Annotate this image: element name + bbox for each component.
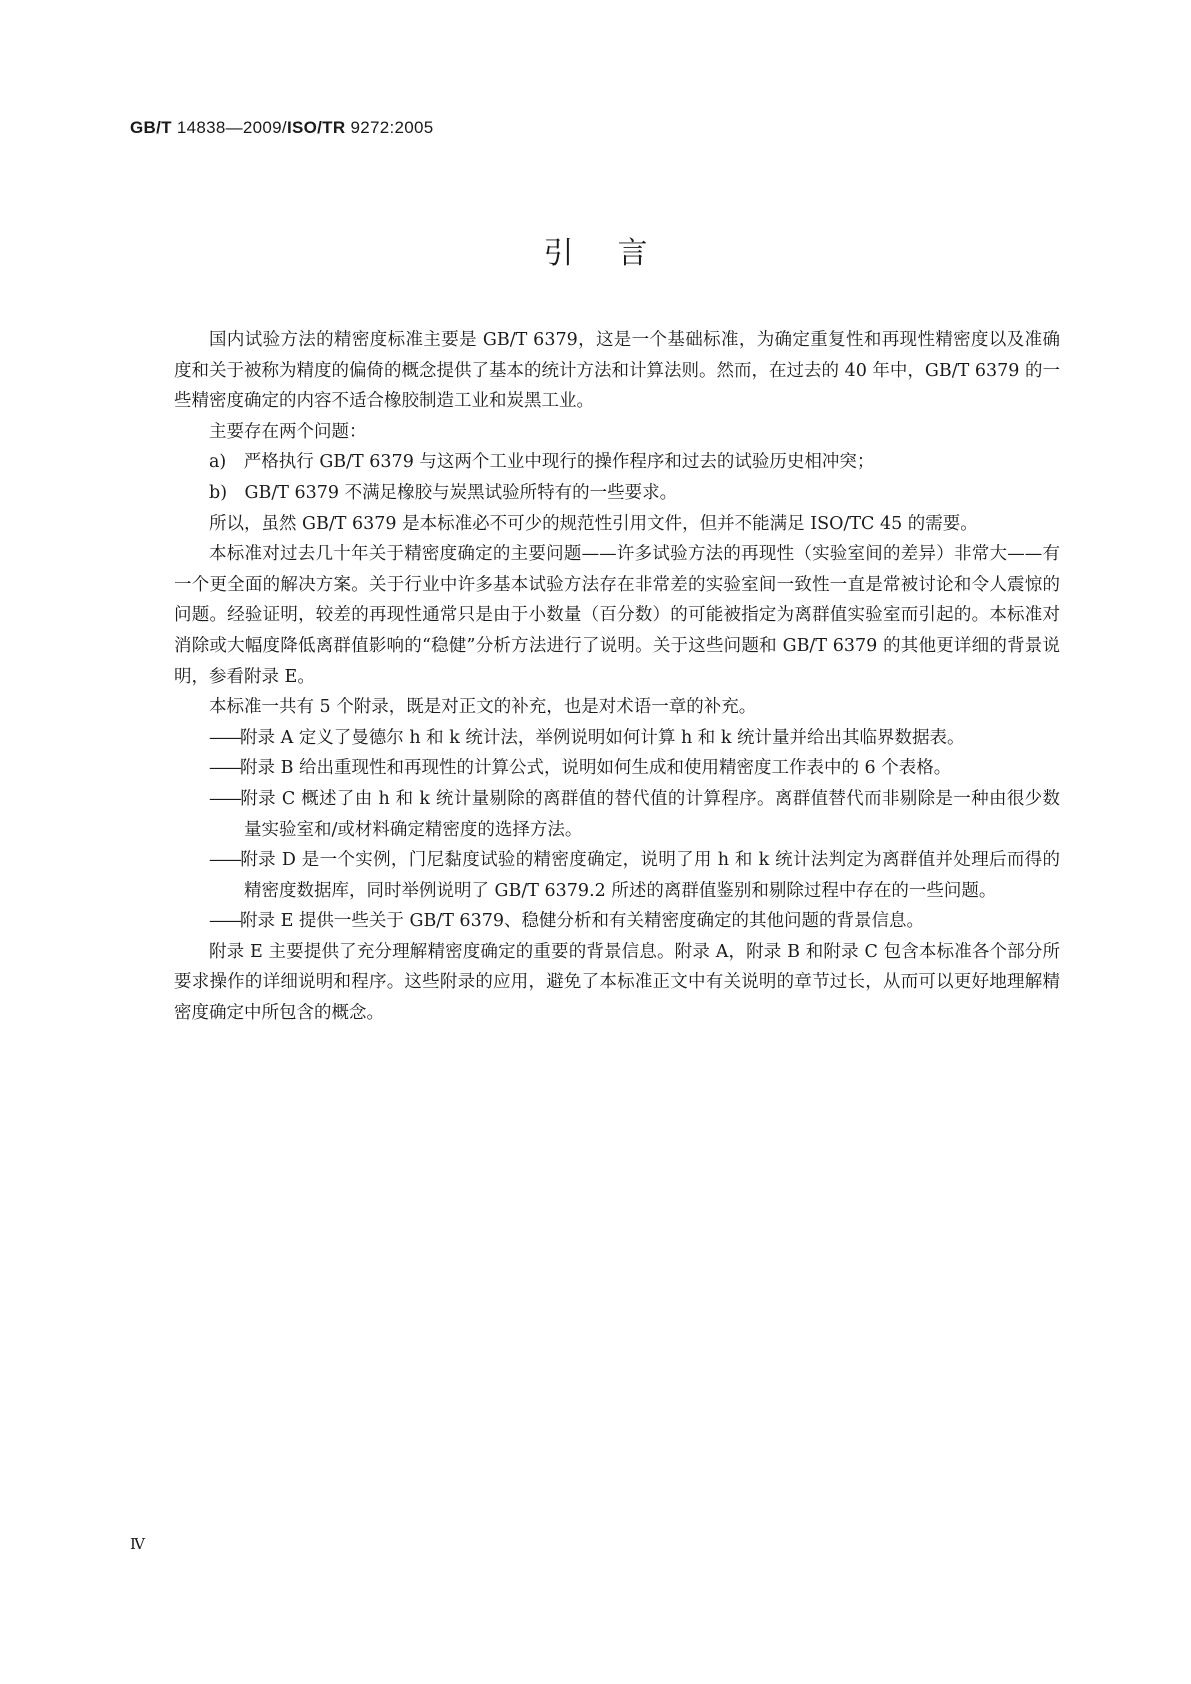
intro-paragraph-6: 附录 E 主要提供了充分理解精密度确定的重要的背景信息。附录 A，附录 B 和附录 C 包含本标准各个部分所要求操作的详细说明和程序。这些附录的应用，避免了本标准正文中有关说明的章节过长，从而可以更好地理解精密度确定中所包含的概念。 [174, 941, 1060, 1024]
list-item-a: a) 严格执行 GB/T 6379 与这两个工业中现行的操作程序和过去的试验历史相冲突； [209, 452, 875, 473]
dash-mark: —— [209, 850, 240, 871]
standard-prefix-isotr: ISO/TR [286, 118, 346, 137]
dash-mark: —— [209, 788, 240, 809]
intro-paragraph-5: 本标准一共有 5 个附录，既是对正文的补充，也是对术语一章的补充。 [209, 697, 757, 718]
intro-paragraph-1: 国内试验方法的精密度标准主要是 GB/T 6379，这是一个基础标准，为确定重复性和再现性精密度以及准确度和关于被称为精度的偏倚的概念提供了基本的统计方法和计算法则。然而，在过去的 40 年中，GB/T 6379 的一些精密度确定的内容不适合橡胶制造工业和炭黑工业。 [174, 330, 1060, 412]
intro-paragraph-3: 所以，虽然 GB/T 6379 是本标准必不可少的规范性引用文件，但并不能满足 ISO/TC 45 的需要。 [209, 513, 978, 534]
annex-c-text: 附录 C 概述了由 h 和 k 统计量剔除的离群值的替代值的计算程序。离群值替代而非剔除是一种由很少数量实验室和/或材料确定精密度的选择方法。 [240, 788, 1060, 840]
dash-mark: —— [209, 727, 240, 748]
dash-mark: —— [209, 911, 240, 932]
intro-paragraph-2: 主要存在两个问题： [209, 421, 367, 442]
annex-e-description [174, 906, 1060, 937]
annex-b-text: 附录 B 给出重现性和再现性的计算公式，说明如何生成和使用精密度工作表中的 6 个表格。 [240, 758, 952, 779]
annex-d-description [174, 845, 1060, 906]
list-item-b: b) GB/T 6379 不满足橡胶与炭黑试验所特有的一些要求。 [209, 482, 678, 503]
page-number: Ⅳ [130, 1535, 145, 1553]
annex-b-description [174, 753, 1060, 784]
dash-mark: —— [209, 758, 240, 779]
annex-e-text: 附录 E 提供一些关于 GB/T 6379、稳健分析和有关精密度确定的其他问题的背景信息。 [240, 911, 924, 932]
standard-prefix-gbt: GB/T [130, 118, 172, 137]
document-code-header [130, 118, 434, 138]
intro-paragraph-4: 本标准对过去几十年关于精密度确定的主要问题——许多试验方法的再现性（实验室间的差异）非常大——有一个更全面的解决方案。关于行业中许多基本试验方法存在非常差的实验室间一致性一直是常被讨论和令人震惊的问题。经验证明，较差的再现性通常只是由于小数量（百分数）的可能被指定为离群值实验室而引起的。本标准对消除或大幅度降低离群值影响的“稳健”分析方法进行了说明。关于这些问题和 GB/T 6379 的其他更详细的背景说明，参看附录 E。 [174, 544, 1060, 687]
annex-a-description [174, 723, 1060, 754]
iso-number: 9272:2005 [345, 118, 434, 137]
annex-d-text: 附录 D 是一个实例，门尼黏度试验的精密度确定，说明了用 h 和 k 统计法判定为离群值并处理后而得的精密度数据库，同时举例说明了 GB/T 6379.2 所述的离群值鉴别和剔除过程中存在的一些问题。 [240, 850, 1060, 901]
standard-number: 14838—2009/ [171, 118, 287, 137]
page-title: 引言 [543, 236, 692, 271]
document-body [174, 325, 1060, 1029]
annex-a-text: 附录 A 定义了曼德尔 h 和 k 统计法，举例说明如何计算 h 和 k 统计量并给出其临界数据表。 [240, 727, 965, 748]
annex-c-description [174, 784, 1060, 845]
